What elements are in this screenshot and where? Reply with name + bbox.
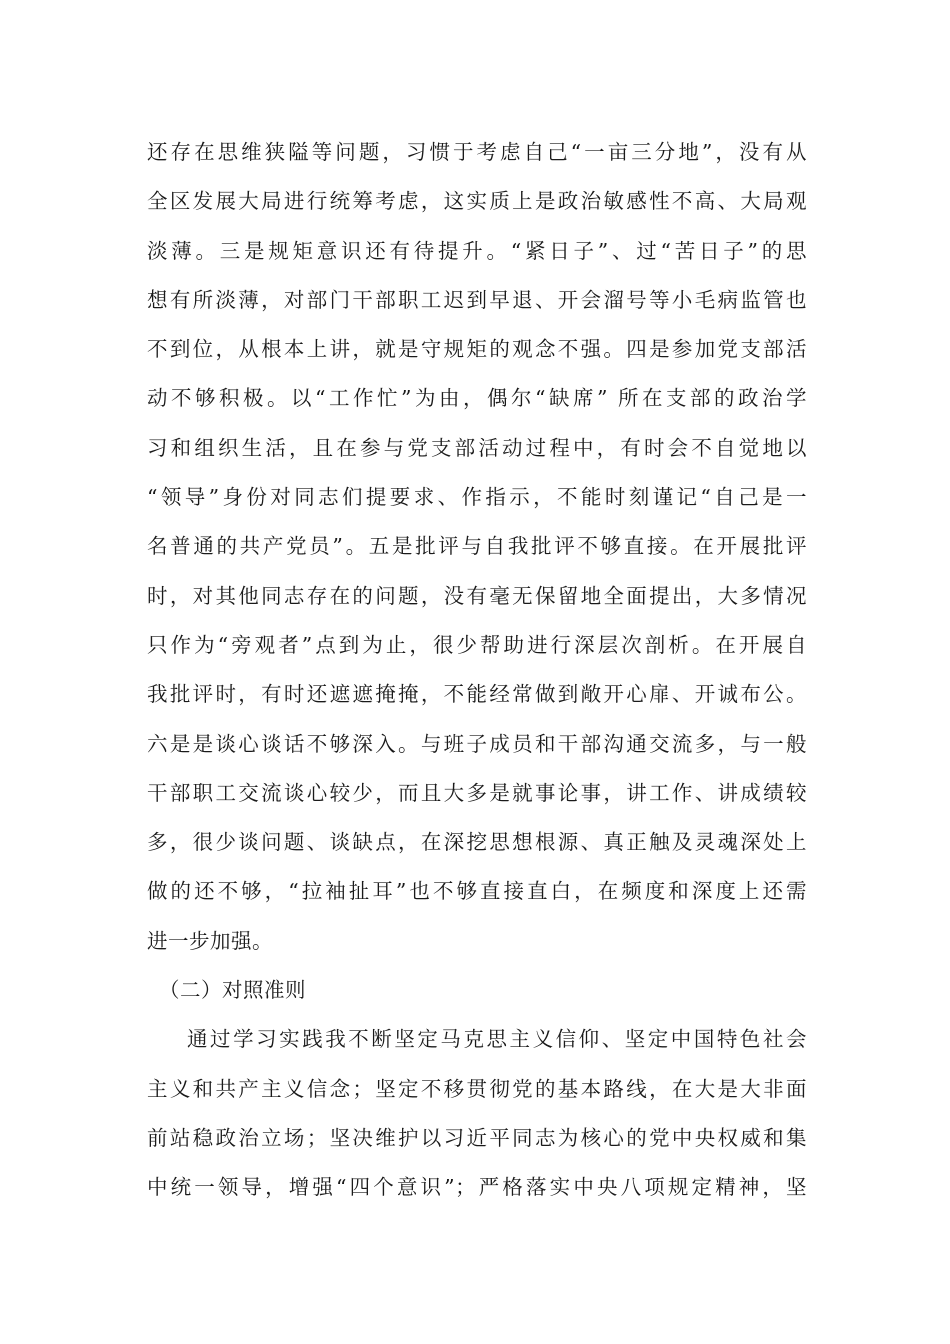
text-line: 主义和共产主义信念；坚定不移贯彻党的基本路线，在大是大非面 [147,1076,807,1101]
section-heading: （二）对照准则 [159,978,306,1003]
text-line: 还存在思维狭隘等问题，习惯于考虑自己“一亩三分地”，没有从 [147,140,807,164]
text-line: 六是是谈心谈话不够深入。与班子成员和干部沟通交流多，与一般 [147,731,807,756]
text-line: 全区发展大局进行统筹考虑，这实质上是政治敏感性不高、大局观 [147,189,807,214]
text-line: 前站稳政治立场；坚决维护以习近平同志为核心的党中央权威和集 [147,1125,807,1150]
text-line: 多，很少谈问题、谈缺点，在深挖思想根源、真正触及灵魂深处上 [147,830,807,855]
paragraph-2 [147,1015,807,1212]
text-line: 淡薄。三是规矩意识还有待提升。“紧日子”、过“苦日子”的思 [147,238,807,263]
text-line: 动不够积极。以“工作忙”为由，偶尔“缺席” 所在支部的政治学 [147,386,807,411]
text-line: 时，对其他同志存在的问题，没有毫无保留地全面提出，大多情况 [147,583,807,608]
text-line: 习和组织生活，且在参与党支部活动过程中，有时会不自觉地以 [147,435,807,460]
text-line: “领导”身份对同志们提要求、作指示，不能时刻谨记“自己是一 [147,485,807,510]
text-line: 通过学习实践我不断坚定马克思主义信仰、坚定中国特色社会 [187,1027,807,1052]
text-line: 干部职工交流谈心较少，而且大多是就事论事，讲工作、讲成绩较 [147,780,807,805]
text-line: 进一步加强。 [147,928,273,953]
text-line: 名普通的共产党员”。五是批评与自我批评不够直接。在开展批评 [147,534,807,559]
text-line: 想有所淡薄，对部门干部职工迟到早退、开会溜号等小毛病监管也 [147,287,807,312]
text-line: 我批评时，有时还遮遮掩掩，不能经常做到敞开心扉、开诚布公。 [147,682,807,707]
text-line: 中统一领导，增强“四个意识”；严格落实中央八项规定精神，坚 [147,1175,807,1200]
text-line: 不到位，从根本上讲，就是守规矩的观念不强。四是参加党支部活 [147,337,807,362]
text-line: 做的还不够，“拉袖扯耳”也不够直接直白，在频度和深度上还需 [147,879,807,904]
text-line: 只作为“旁观者”点到为止，很少帮助进行深层次剖析。在开展自 [147,632,807,657]
paragraph-1 [147,128,807,966]
document-body [147,128,807,1213]
